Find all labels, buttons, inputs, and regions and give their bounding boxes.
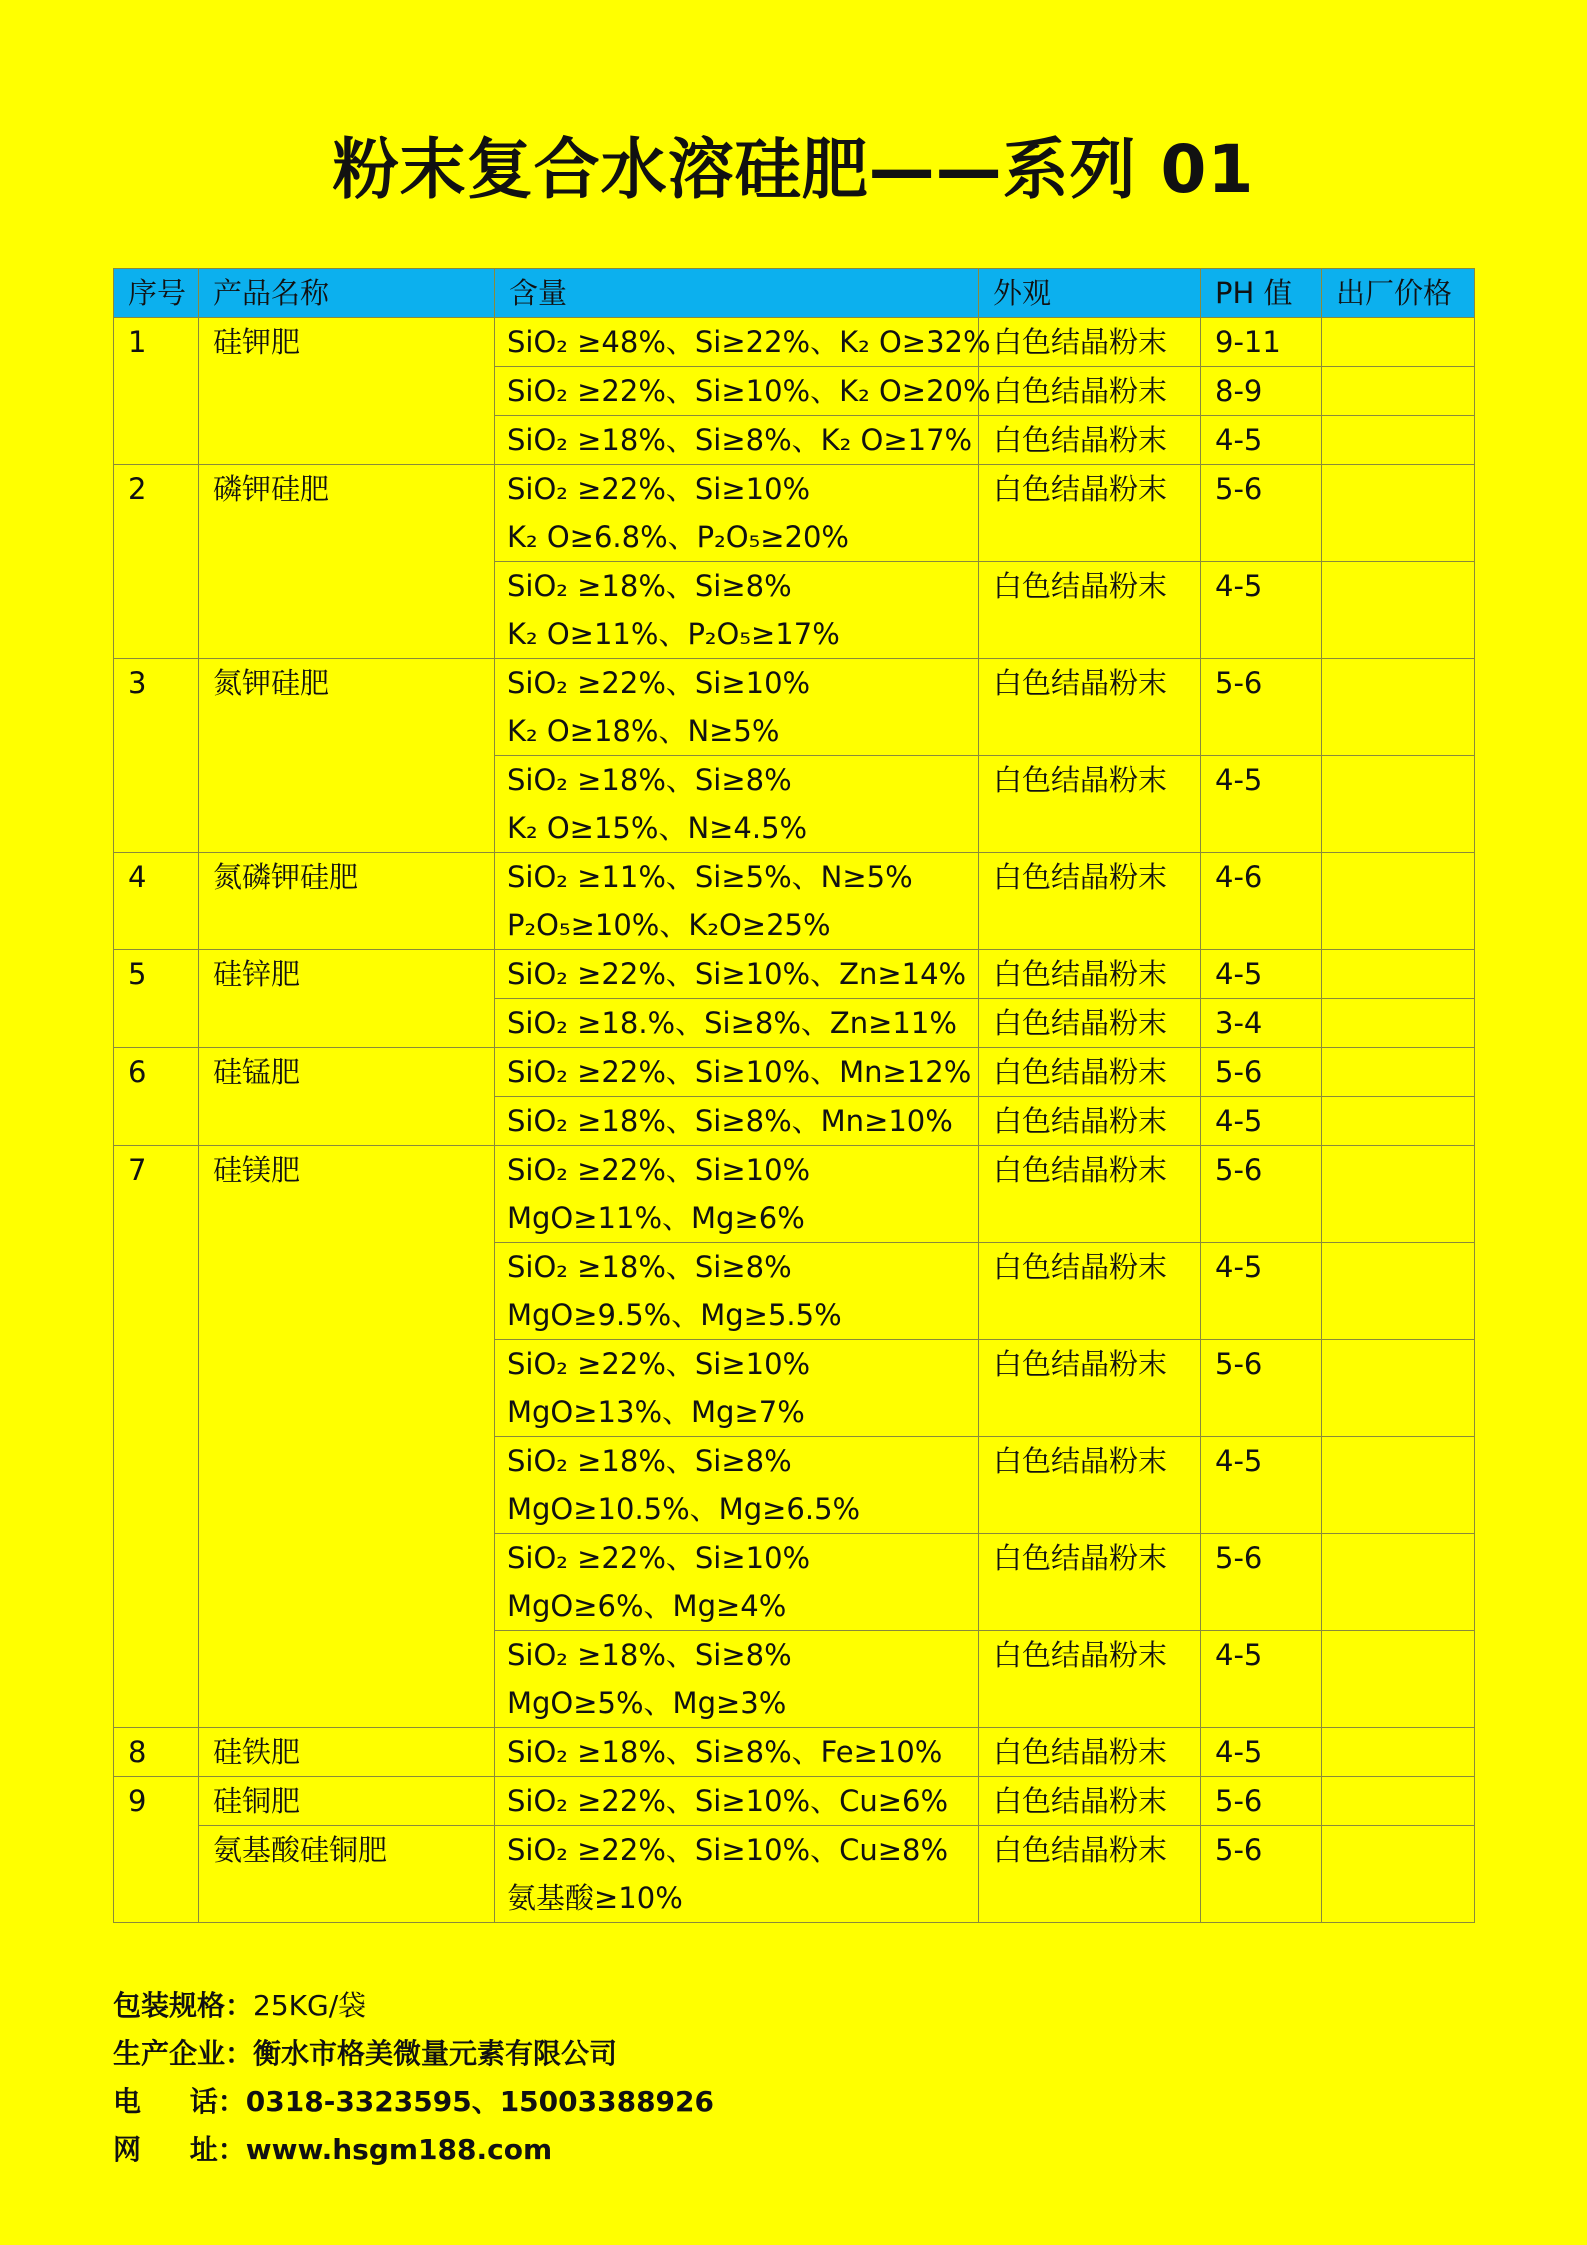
header-appearance: 外观 — [979, 269, 1201, 318]
table-body — [114, 318, 1475, 1923]
company-value: 衡水市格美微量元素有限公司 — [253, 2037, 618, 2070]
cell-ph: 5-6 — [1201, 1777, 1322, 1826]
cell-product-name: 氮磷钾硅肥 — [199, 853, 495, 950]
cell-appearance: 白色结晶粉末 — [979, 1728, 1201, 1777]
cell-no: 4 — [114, 853, 199, 950]
cell-product-name: 硅锌肥 — [199, 950, 495, 1048]
content-line: SiO₂ ≥18%、Si≥8% — [507, 569, 792, 603]
product-table — [113, 268, 1475, 1923]
content-line: SiO₂ ≥48%、Si≥22%、K₂ O≥32% — [507, 325, 991, 359]
content-line: MgO≥11%、Mg≥6% — [507, 1201, 805, 1235]
cell-appearance: 白色结晶粉末 — [979, 1826, 1201, 1923]
table-row — [114, 1728, 1475, 1777]
cell-appearance: 白色结晶粉末 — [979, 659, 1201, 756]
cell-no: 7 — [114, 1146, 199, 1728]
cell-ph: 5-6 — [1201, 1048, 1322, 1097]
packing-value: 25KG/袋 — [253, 1989, 367, 2022]
footer-info — [113, 1982, 714, 2174]
cell-content — [495, 416, 979, 465]
cell-no: 9 — [114, 1777, 199, 1923]
cell-product-name: 氮钾硅肥 — [199, 659, 495, 853]
cell-appearance: 白色结晶粉末 — [979, 1146, 1201, 1243]
cell-ph: 5-6 — [1201, 465, 1322, 562]
cell-price — [1322, 1728, 1475, 1777]
content-line: SiO₂ ≥22%、Si≥10%、Cu≥6% — [507, 1784, 949, 1818]
header-ph: PH 值 — [1201, 269, 1322, 318]
phone-separator: ： — [217, 2085, 246, 2118]
cell-price — [1322, 950, 1475, 999]
table-row — [114, 1146, 1475, 1243]
cell-no: 2 — [114, 465, 199, 659]
content-line: SiO₂ ≥22%、Si≥10% — [507, 472, 811, 506]
cell-appearance: 白色结晶粉末 — [979, 1340, 1201, 1437]
cell-appearance: 白色结晶粉末 — [979, 318, 1201, 367]
cell-ph: 5-6 — [1201, 1826, 1322, 1923]
cell-price — [1322, 416, 1475, 465]
content-line: K₂ O≥11%、P₂O₅≥17% — [507, 617, 840, 651]
content-line: MgO≥6%、Mg≥4% — [507, 1589, 787, 1623]
cell-content — [495, 1048, 979, 1097]
cell-product-name: 磷钾硅肥 — [199, 465, 495, 659]
content-line: SiO₂ ≥18%、Si≥8% — [507, 1638, 792, 1672]
cell-content — [495, 1097, 979, 1146]
company-separator: ： — [225, 2037, 254, 2070]
cell-ph: 4-6 — [1201, 853, 1322, 950]
cell-appearance: 白色结晶粉末 — [979, 853, 1201, 950]
cell-price — [1322, 1243, 1475, 1340]
cell-content — [495, 562, 979, 659]
phone-label: 电 话 — [113, 2085, 218, 2118]
cell-ph: 3-4 — [1201, 999, 1322, 1048]
cell-price — [1322, 1534, 1475, 1631]
cell-appearance: 白色结晶粉末 — [979, 1097, 1201, 1146]
cell-price — [1322, 1097, 1475, 1146]
phone-value[interactable]: 0318-3323595、15003388926 — [245, 2085, 715, 2118]
cell-ph: 4-5 — [1201, 1437, 1322, 1534]
cell-ph: 5-6 — [1201, 1534, 1322, 1631]
cell-content — [495, 853, 979, 950]
cell-product-name: 硅锰肥 — [199, 1048, 495, 1146]
cell-content — [495, 1146, 979, 1243]
cell-content — [495, 756, 979, 853]
website-separator: ： — [217, 2133, 246, 2166]
packing-row — [113, 1982, 714, 2030]
content-line: SiO₂ ≥22%、Si≥10% — [507, 666, 811, 700]
cell-ph: 4-5 — [1201, 416, 1322, 465]
content-line: SiO₂ ≥22%、Si≥10% — [507, 1541, 811, 1575]
cell-ph: 4-5 — [1201, 562, 1322, 659]
cell-content — [495, 1631, 979, 1728]
website-row — [113, 2126, 714, 2174]
cell-content — [495, 659, 979, 756]
header-content: 含量 — [495, 269, 979, 318]
cell-ph: 4-5 — [1201, 756, 1322, 853]
header-no: 序号 — [114, 269, 199, 318]
content-line: MgO≥10.5%、Mg≥6.5% — [507, 1492, 861, 1526]
cell-ph: 5-6 — [1201, 1340, 1322, 1437]
table-row — [114, 950, 1475, 999]
content-line: SiO₂ ≥18%、Si≥8% — [507, 1444, 792, 1478]
cell-no: 1 — [114, 318, 199, 465]
header-price: 出厂价格 — [1322, 269, 1475, 318]
cell-appearance: 白色结晶粉末 — [979, 562, 1201, 659]
packing-label: 包装规格 — [113, 1989, 226, 2022]
cell-appearance: 白色结晶粉末 — [979, 999, 1201, 1048]
cell-no: 5 — [114, 950, 199, 1048]
table-row — [114, 659, 1475, 756]
content-line: SiO₂ ≥22%、Si≥10%、Cu≥8% — [507, 1833, 949, 1867]
table-row — [114, 1777, 1475, 1826]
cell-content — [495, 1728, 979, 1777]
cell-content — [495, 367, 991, 416]
content-line: MgO≥9.5%、Mg≥5.5% — [507, 1298, 842, 1332]
cell-no: 8 — [114, 1728, 199, 1777]
cell-ph: 4-5 — [1201, 1728, 1322, 1777]
content-line: MgO≥5%、Mg≥3% — [507, 1686, 787, 1720]
content-line: K₂ O≥6.8%、P₂O₅≥20% — [507, 520, 849, 554]
table-row — [114, 1048, 1475, 1097]
cell-price — [1322, 562, 1475, 659]
content-line: SiO₂ ≥18%、Si≥8%、Mn≥10% — [507, 1104, 953, 1138]
cell-content — [495, 1243, 979, 1340]
content-line: SiO₂ ≥18%、Si≥8% — [507, 1250, 792, 1284]
cell-no: 3 — [114, 659, 199, 853]
table-row — [114, 465, 1475, 562]
cell-product-name: 硅钾肥 — [199, 318, 495, 465]
cell-ph: 4-5 — [1201, 950, 1322, 999]
company-label: 生产企业 — [113, 2037, 226, 2070]
cell-content — [495, 1437, 979, 1534]
cell-appearance: 白色结晶粉末 — [979, 1437, 1201, 1534]
content-line: SiO₂ ≥22%、Si≥10%、Zn≥14% — [507, 957, 967, 991]
cell-price — [1322, 1826, 1475, 1923]
content-line: SiO₂ ≥22%、Si≥10% — [507, 1153, 811, 1187]
cell-product-name: 氨基酸硅铜肥 — [199, 1826, 495, 1923]
cell-appearance: 白色结晶粉末 — [979, 465, 1201, 562]
cell-price — [1322, 1631, 1475, 1728]
cell-content — [495, 465, 979, 562]
cell-product-name: 硅铁肥 — [199, 1728, 495, 1777]
packing-separator: ： — [225, 1989, 254, 2022]
cell-product-name: 硅铜肥 — [199, 1777, 495, 1826]
cell-content — [495, 1340, 979, 1437]
cell-price — [1322, 1437, 1475, 1534]
cell-appearance: 白色结晶粉末 — [979, 950, 1201, 999]
table-row — [114, 853, 1475, 950]
cell-appearance: 白色结晶粉末 — [979, 367, 1201, 416]
phone-row — [113, 2078, 714, 2126]
content-line: SiO₂ ≥18.%、Si≥8%、Zn≥11% — [507, 1006, 957, 1040]
cell-appearance: 白色结晶粉末 — [979, 1534, 1201, 1631]
content-line: SiO₂ ≥18%、Si≥8%、K₂ O≥17% — [507, 423, 973, 457]
content-line: K₂ O≥18%、N≥5% — [507, 714, 780, 748]
cell-content — [495, 950, 979, 999]
cell-no: 6 — [114, 1048, 199, 1146]
cell-ph: 9-11 — [1201, 318, 1322, 367]
cell-appearance: 白色结晶粉末 — [979, 1777, 1201, 1826]
cell-price — [1322, 1340, 1475, 1437]
content-line: SiO₂ ≥22%、Si≥10%、Mn≥12% — [507, 1055, 972, 1089]
cell-price — [1322, 465, 1475, 562]
website-link[interactable]: www.hsgm188.com — [245, 2133, 553, 2166]
page-title: 粉末复合水溶硅肥——系列 01 — [332, 131, 1255, 208]
cell-ph: 5-6 — [1201, 659, 1322, 756]
cell-price — [1322, 1777, 1475, 1826]
cell-appearance: 白色结晶粉末 — [979, 1048, 1201, 1097]
content-line: SiO₂ ≥22%、Si≥10%、K₂ O≥20% — [507, 374, 991, 408]
cell-ph: 4-5 — [1201, 1631, 1322, 1728]
cell-price — [1322, 853, 1475, 950]
cell-content — [495, 1826, 979, 1923]
table-header-row — [114, 269, 1475, 318]
content-line: SiO₂ ≥11%、Si≥5%、N≥5% — [507, 860, 913, 894]
cell-content — [495, 999, 979, 1048]
header-product-name: 产品名称 — [199, 269, 495, 318]
table-row — [114, 1826, 1475, 1923]
cell-ph: 5-6 — [1201, 1146, 1322, 1243]
content-line: K₂ O≥15%、N≥4.5% — [507, 811, 808, 845]
content-line: P₂O₅≥10%、K₂O≥25% — [507, 908, 831, 942]
cell-product-name: 硅镁肥 — [199, 1146, 495, 1728]
cell-appearance: 白色结晶粉末 — [979, 416, 1201, 465]
cell-ph: 4-5 — [1201, 1097, 1322, 1146]
cell-ph: 4-5 — [1201, 1243, 1322, 1340]
content-line: SiO₂ ≥18%、Si≥8% — [507, 763, 792, 797]
cell-content — [495, 1534, 979, 1631]
content-line: SiO₂ ≥18%、Si≥8%、Fe≥10% — [507, 1735, 943, 1769]
table-row — [114, 318, 1475, 367]
website-label: 网 址 — [113, 2133, 218, 2166]
cell-appearance: 白色结晶粉末 — [979, 756, 1201, 853]
cell-price — [1322, 659, 1475, 756]
cell-price — [1322, 367, 1475, 416]
cell-price — [1322, 756, 1475, 853]
cell-ph: 8-9 — [1201, 367, 1322, 416]
company-row — [113, 2030, 714, 2078]
cell-price — [1322, 318, 1475, 367]
cell-content — [495, 1777, 979, 1826]
content-line: MgO≥13%、Mg≥7% — [507, 1395, 805, 1429]
cell-appearance: 白色结晶粉末 — [979, 1631, 1201, 1728]
cell-price — [1322, 999, 1475, 1048]
content-line: 氨基酸≥10% — [507, 1881, 683, 1915]
cell-price — [1322, 1048, 1475, 1097]
cell-price — [1322, 1146, 1475, 1243]
content-line: SiO₂ ≥22%、Si≥10% — [507, 1347, 811, 1381]
cell-appearance: 白色结晶粉末 — [979, 1243, 1201, 1340]
cell-content — [495, 318, 991, 367]
